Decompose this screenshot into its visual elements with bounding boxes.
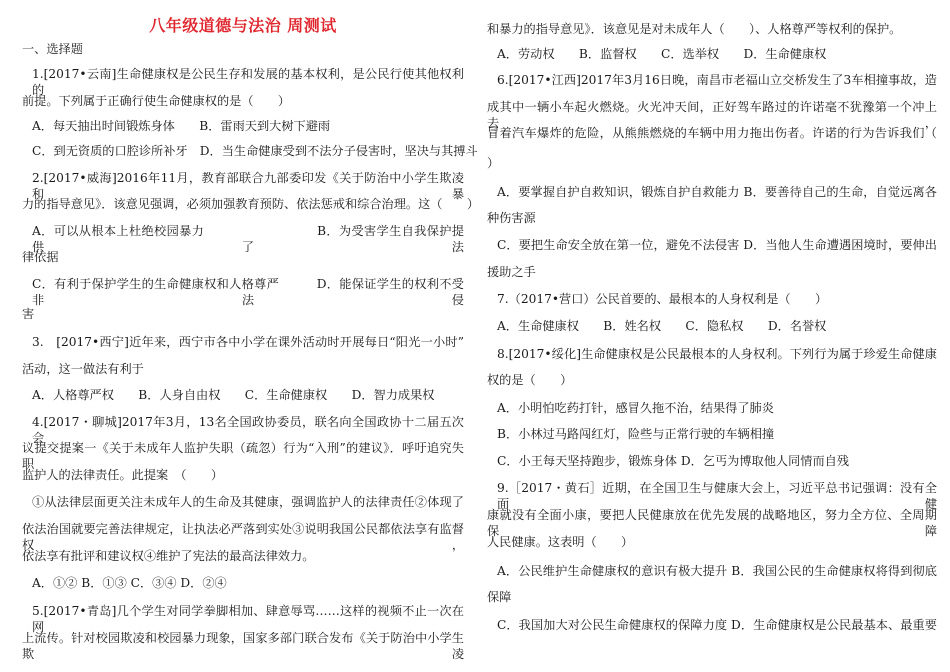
- text-line: 活动，这一做法有利于: [22, 362, 144, 376]
- text-line: ）: [487, 156, 500, 170]
- text-line: C．我国加大对公民生命健康权的保障力度 D．生命健康权是公民最基本、最重要: [497, 618, 937, 632]
- text-line: 前提。下列属于正确行使生命健康权的是（ ）: [22, 94, 291, 108]
- text-line: 监护人的法律责任。此提案 （ ）: [22, 468, 224, 482]
- text-line: 6.[2017•江西]2017年3月16日晚，南昌市老福山立交桥发生了3车相撞事故，造: [497, 73, 937, 87]
- text-line: C．有利于保护学生的生命健康权和人格尊严 D．能保证学生的权利不受非法侵: [32, 277, 464, 307]
- text-line: 9.［2017・黄石］近期，在全国卫生与健康大会上，习近平总书记强调：没有全面健: [497, 481, 937, 511]
- text-line: 依法享有批评和建议权④维护了宪法的最高法律效力。: [22, 549, 315, 563]
- text-line: C．到无资质的口腔诊所补牙 D．当生命健康受到不法分子侵害时，坚决与其搏斗: [32, 144, 478, 158]
- text-line: 成其中一辆小车起火燃烧。火光冲天间，正好驾车路过的许诺毫不犹豫第一个冲上去，: [487, 100, 937, 130]
- text-line: 和暴力的指导意见》．该意见是对未成年人（ ）、人格尊严等权利的保护。: [487, 22, 902, 36]
- text-line: A．小明怕吃药打针，感冒久拖不治，结果得了肺炎: [497, 401, 774, 415]
- text-line: 3. [2017•西宁]近年来，西宁市各中小学在课外活动时开展每日“阳光一小时”: [32, 335, 464, 349]
- text-line: A．可以从根本上杜绝校园暴力 B．为受害学生自我保护提供了法: [32, 224, 464, 254]
- page-title: 八年级道德与法治 周测试: [149, 16, 337, 35]
- text-line: 依法治国就要完善法律规定，让执法必严落到实处③说明我国公民都依法享有监督权，: [22, 522, 464, 552]
- text-line: 害: [22, 307, 35, 321]
- text-line: C．小王每天坚持跑步，锻炼身体 D．乞丐为博取他人同情而自残: [497, 454, 850, 468]
- text-line: 4.[2017・聊城]2017年3月，13名全国政协委员，联名向全国政协十二届五次会: [32, 415, 464, 445]
- text-line: A．公民维护生命健康权的意识有极大提升 B．我国公民的生命健康权将得到彻底: [497, 564, 937, 578]
- text-line: 7.（2017•营口）公民首要的、最根本的人身权利是（ ）: [497, 292, 828, 306]
- text-line: 2.[2017•威海]2016年11月，教育部联合九部委印发《关于防治中小学生欺凌和暴: [32, 171, 464, 201]
- text-line: ①从法律层面更关注未成年人的生命及其健康，强调监护人的法律责任②体现了: [32, 495, 464, 509]
- text-line: A．人格尊严权 B．人身自由权 C．生命健康权 D．智力成果权: [32, 388, 435, 402]
- text-line: 种伤害源: [487, 211, 536, 225]
- text-line: A．劳动权 B．监督权 C．选举权 D．生命健康权: [497, 47, 827, 61]
- text-line: A．每天抽出时间锻炼身体 B．雷雨天到大树下避雨: [32, 119, 331, 133]
- text-line: 上流传。针对校园欺凌和校园暴力现象，国家多部门联合发布《关于防治中小学生欺凌: [22, 631, 464, 661]
- text-line: A．生命健康权 B．姓名权 C．隐私权 D．名誉权: [497, 319, 827, 333]
- text-line: 5.[2017•青岛]几个学生对同学拳脚相加、肆意辱骂……这样的视频不止一次在网: [32, 604, 464, 634]
- text-line: A．要掌握自护自救知识，锻炼自护自救能力 B．要善待自己的生命，自觉远离各: [497, 185, 937, 199]
- text-line: 权的是（ ）: [487, 373, 573, 387]
- text-line: 冒着汽车爆炸的危险，从熊熊燃烧的车辆中用力拖出伤者。许诺的行为告诉我们（: [487, 126, 937, 140]
- text-line: 援助之手: [487, 265, 536, 279]
- text-line: 保障: [487, 590, 512, 604]
- text-line: A．①② B．①③ C．③④ D．②④: [32, 576, 227, 590]
- text-line: 议提交提案一《关于未成年人监护失职（疏忽）行为“入刑”的建议》．呼吁追究失职: [22, 441, 464, 471]
- text-line: 力的指导意见》．该意见强调，必须加强教育预防、依法惩戒和综合治理。这（ ）: [22, 197, 480, 211]
- text-line: 1.[2017•云南]生命健康权是公民生存和发展的基本权利，是公民行使其他权利的: [32, 67, 464, 97]
- text-line: B．小林过马路闯红灯，险些与正常行驶的车辆相撞: [497, 427, 775, 441]
- text-line: 一、选择题: [22, 42, 83, 56]
- text-line: 8.[2017•绥化]生命健康权是公民最根本的人身权利。下列行为属于珍爱生命健康: [497, 347, 937, 361]
- text-line: C．要把生命安全放在第一位，避免不法侵害 D．当他人生命遭遇困境时，要伸出: [497, 238, 937, 252]
- text-line: 人民健康。这表明（ ）: [487, 535, 634, 549]
- text-line: 康就没有全面小康，要把人民健康放在优先发展的战略地区，努力全方位、全周期保障: [487, 508, 937, 538]
- text-line: 律依据: [22, 250, 59, 264]
